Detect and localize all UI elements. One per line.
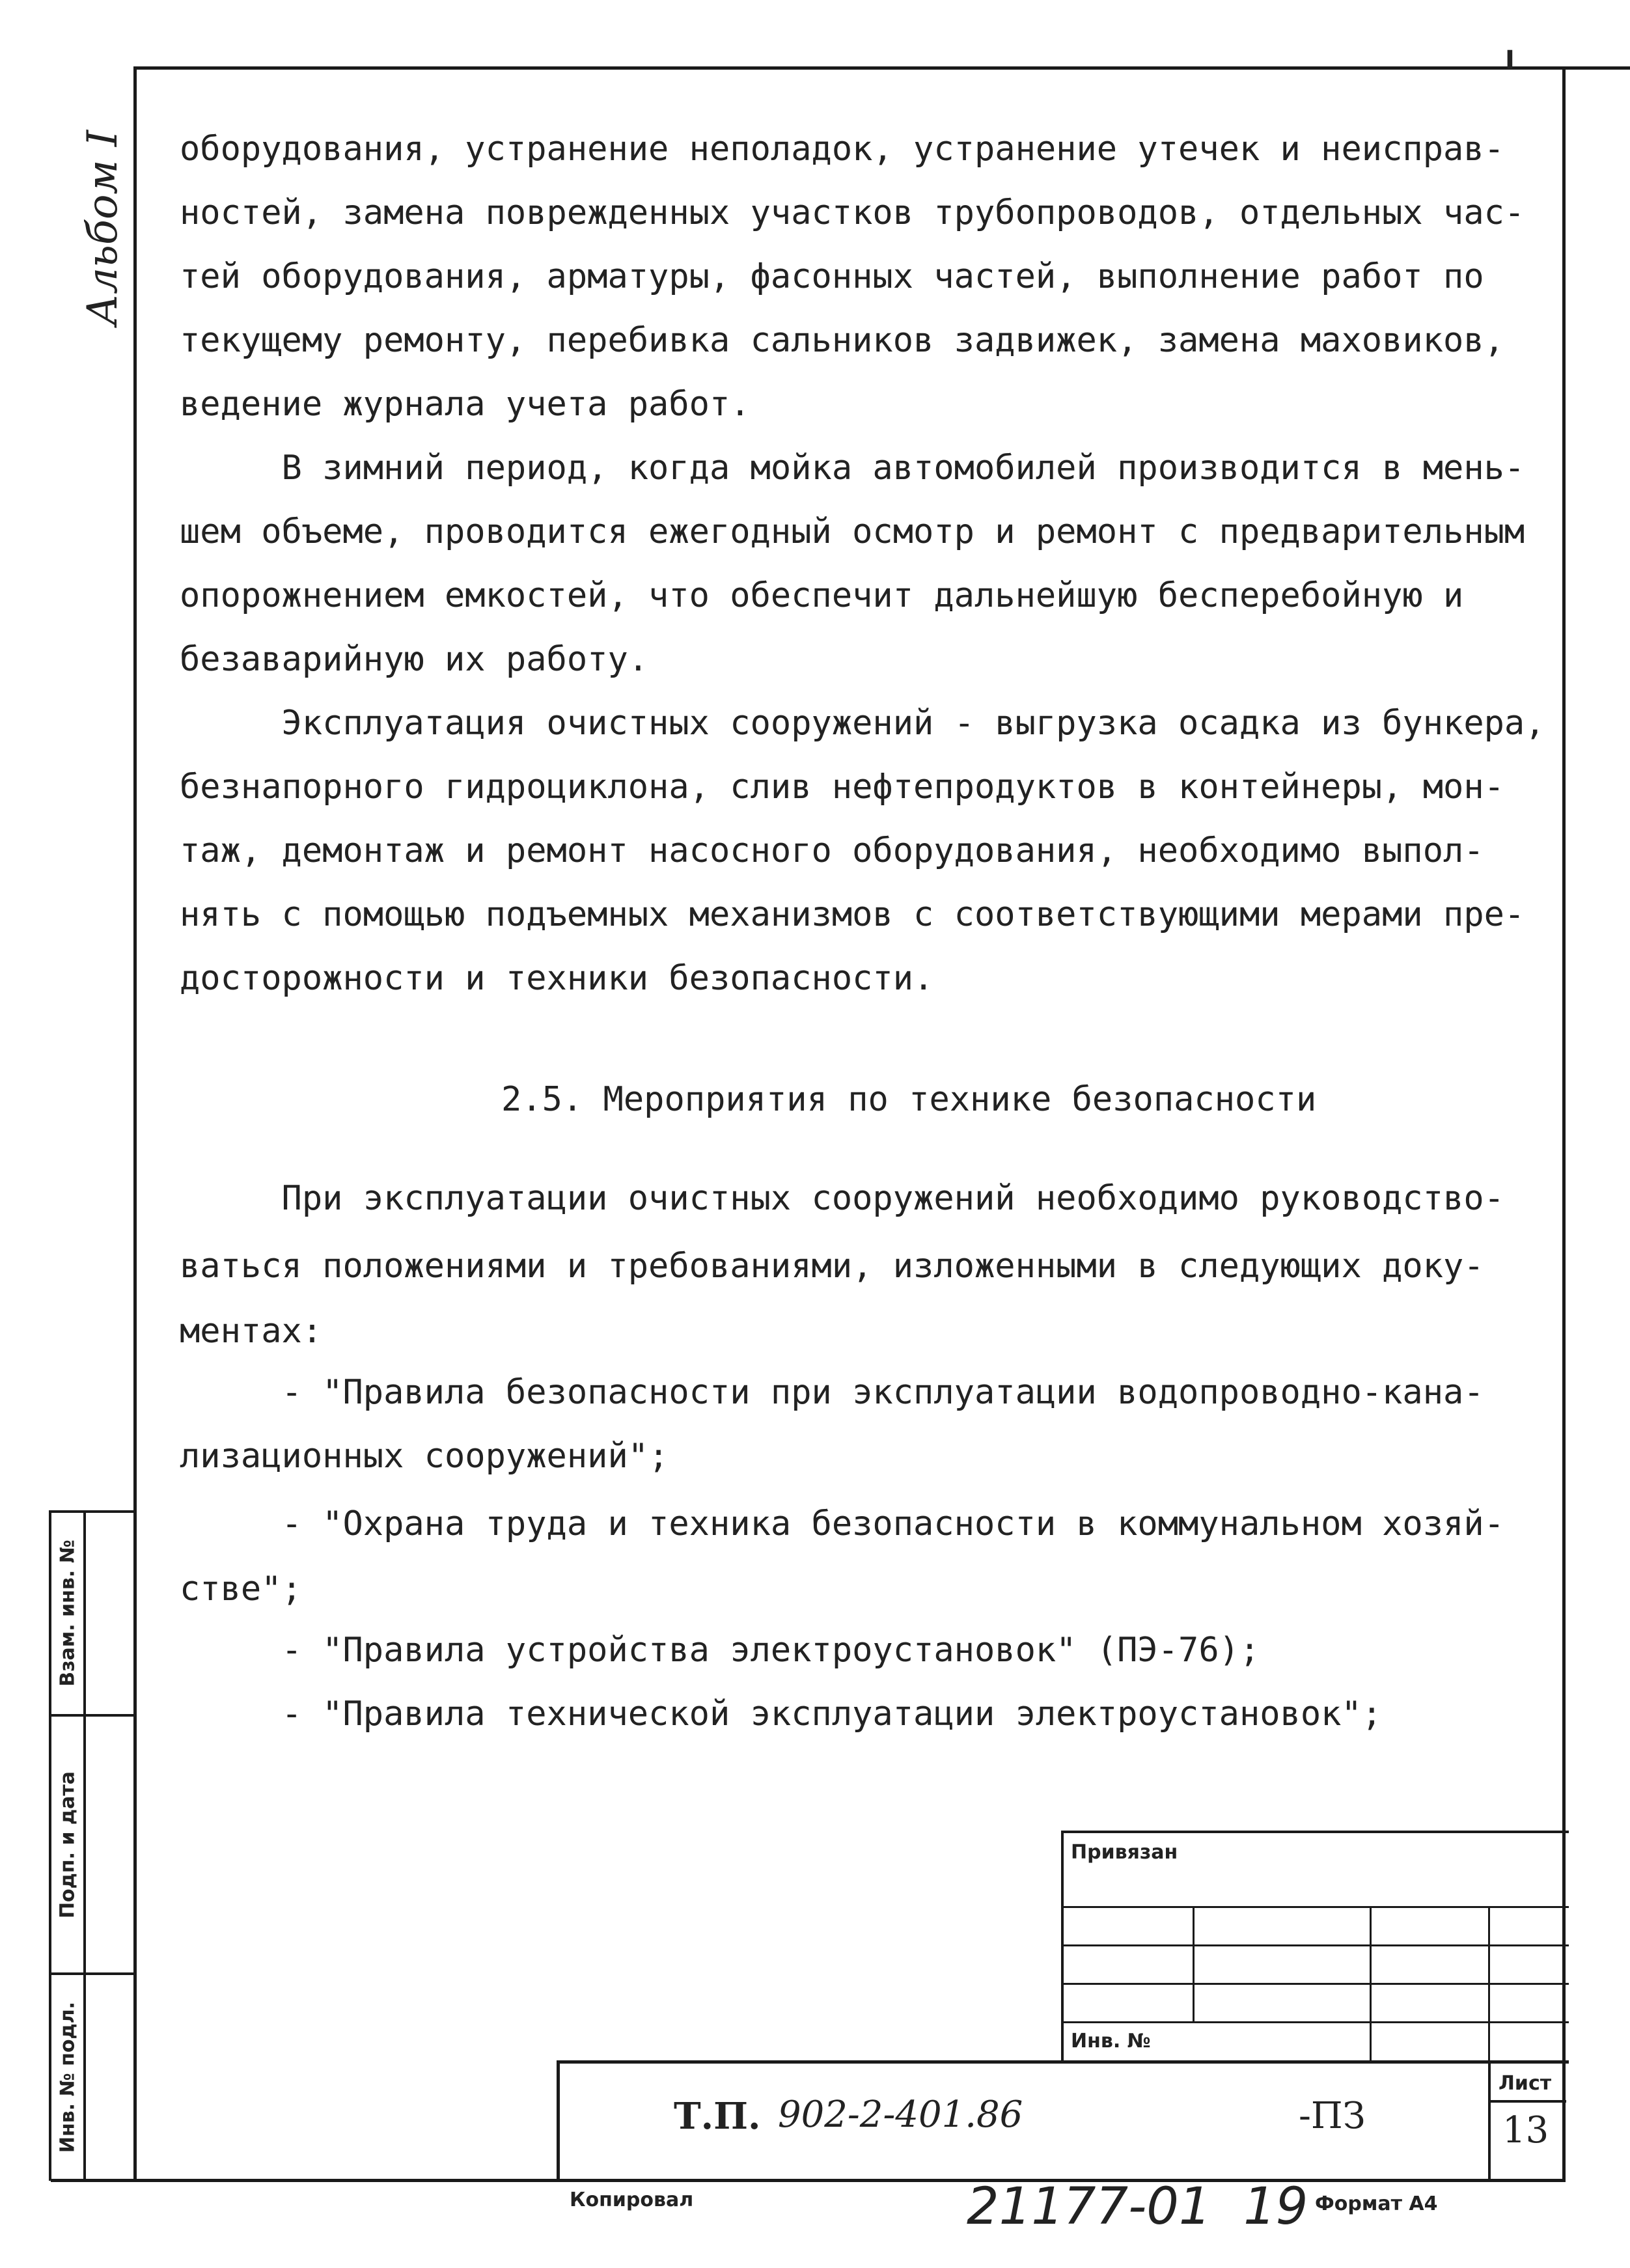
text-line: В зимний период, когда мойка автомобилей производится в мень- [180,449,1525,488]
section-heading [501,1068,1630,1131]
inv-no-label: Инв. № [1071,2030,1151,2053]
list-value: 13 [1502,2109,1549,2151]
text-line: ностей, замена поврежденных участков трубопроводов, отдельных час- [180,193,1525,232]
text-line: нять с помощью подъемных механизмов с соответствующими мерами пре- [180,895,1525,934]
side-stamp-podp [51,1717,85,1972]
text-line: - "Охрана труда и техника безопасности в коммунальном хозяй- [180,1504,1504,1543]
stamp-row3 [1061,1983,1569,1985]
list-label: Лист [1499,2072,1552,2095]
stamp-row2 [1061,1944,1569,1946]
code-number: 902-2-401.86 [778,2094,1023,2136]
code-prefix: Т.П. [674,2095,761,2138]
list-cell-divider [1488,2100,1566,2103]
stamp-col1 [1193,1906,1195,2023]
text-line: шем объеме, проводится ежегодный осмотр и ремонт с предварительным [180,512,1525,551]
text-line: - "Правила безопасности при эксплуатации водопроводно-кана- [180,1373,1484,1412]
kopiroval-label: Копировал [570,2189,694,2211]
stamp-top-line [1061,1831,1569,1833]
text-line: безнапорного гидроциклона, слив нефтепродуктов в контейнеры, мон- [180,768,1504,807]
text-line: ведение журнала учета работ. [180,385,751,424]
text-line: безаварийную их работу. [180,640,649,679]
side-stamp-inv-text: Инв. № подл. [56,2001,79,2153]
frame-left-line [133,66,137,2182]
text-line: лизационных сооружений"; [180,1437,669,1476]
frame-bottom-line [51,2179,1566,2182]
privyazan-label: Привязан [1071,1841,1178,1864]
body-text-bottom [180,1167,1547,1746]
side-stamp-vzam-text: Взам. инв. № [56,1539,79,1687]
text-line: ментах: [180,1312,323,1351]
text-line: досторожности и техники безопасности. [180,959,934,998]
stamp-row1 [1061,1906,1569,1908]
title-block-top [557,2060,1569,2064]
title-block-left [557,2060,560,2181]
stamp-row4 [1061,2021,1569,2023]
side-stamp-inv [51,1975,85,2179]
text-line: - "Правила технической эксплуатации электроустановок"; [180,1694,1383,1734]
frame-top-line [133,66,1630,70]
list-cell-left [1488,2060,1491,2181]
text-line: ваться положениями и требованиями, изложенными в следующих доку- [180,1247,1484,1286]
text-line: стве"; [180,1570,302,1609]
text-line: текущему ремонту, перебивка сальников задвижек, замена маховиков, [180,321,1504,360]
stamp-col2 [1370,1906,1372,2062]
code-suffix: -ПЗ [1299,2095,1366,2137]
body-text-top [180,117,1547,1010]
text-line: оборудования, устранение неполадок, устранение утечек и неисправ- [180,130,1504,169]
text-line: Эксплуатация очистных сооружений - выгрузка осадка из бункера, [180,704,1545,743]
stamp-col3 [1488,1906,1490,2062]
format-label: Формат А4 [1315,2192,1438,2215]
text-line: таж, демонтаж и ремонт насосного оборудования, необходимо выпол- [180,831,1484,870]
text-line: При эксплуатации очистных сооружений необходимо руководство- [180,1179,1504,1218]
sheet-mark: I [1505,46,1515,76]
side-stamp-vzam [51,1512,85,1714]
section-heading-text: 2.5. Мероприятия по технике безопасности [501,1080,1317,1119]
handwritten-number: 21177-01 19 [967,2178,1308,2236]
text-line: - "Правила устройства электроустановок" (ПЭ-76); [180,1631,1260,1670]
text-line: опорожнением емкостей, что обеспечит дальнейшую бесперебойную и [180,576,1464,615]
album-label-text: Альбом I [79,130,127,326]
text-line: тей оборудования, арматуры, фасонных частей, выполнение работ по [180,257,1484,296]
side-stamp-podp-text: Подп. и дата [56,1771,79,1918]
album-label [70,130,135,326]
